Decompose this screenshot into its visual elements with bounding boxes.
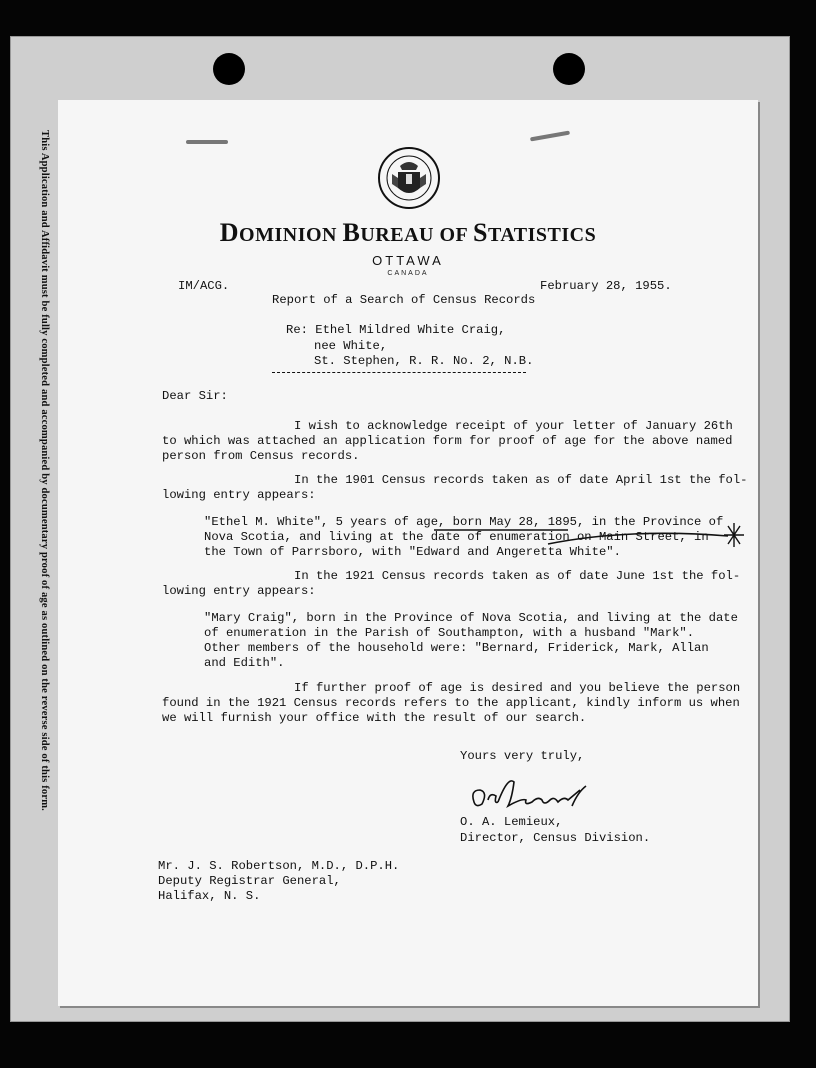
signatory-title: Director, Census Division. <box>460 831 651 845</box>
paragraph-6-line-1: If further proof of age is desired and you believe the person <box>294 681 741 695</box>
paragraph-4-line-1: In the 1921 Census records taken as of date June 1st the fol- <box>294 569 741 583</box>
closing: Yours very truly, <box>460 749 585 763</box>
recipient-line-1: Mr. J. S. Robertson, M.D., D.P.H. <box>158 859 400 873</box>
side-instruction-note <box>30 130 56 850</box>
letter-date: February 28, 1955. <box>540 279 672 293</box>
entry-1921-line-4: and Edith". <box>204 656 285 670</box>
re-underline <box>272 372 526 373</box>
organization-name: DOMINION BUREAU OF STATISTICS <box>219 218 597 247</box>
re-line-1: Re: Ethel Mildred White Craig, <box>286 323 506 337</box>
side-instruction-text: This Application and Affidavit must be fully completed and accompanied by documentary proof of age as outlined on the reverse side of this form. <box>39 130 50 811</box>
salutation: Dear Sir: <box>162 389 228 403</box>
paper-clip-right <box>530 131 570 142</box>
country-name: CANADA <box>387 270 429 277</box>
punch-hole-right <box>553 53 585 85</box>
re-line-2: nee White, <box>314 339 388 353</box>
entry-1901-line-1: "Ethel M. White", 5 years of age, born May 28, 1895, in the Province of <box>204 515 724 529</box>
recipient-line-2: Deputy Registrar General, <box>158 874 341 888</box>
paragraph-2-line-1: In the 1901 Census records taken as of date April 1st the fol- <box>294 473 748 487</box>
department-seal-icon <box>376 144 442 214</box>
reference-code: IM/ACG. <box>178 279 230 293</box>
paragraph-4-line-2: lowing entry appears: <box>162 584 316 598</box>
paragraph-6-line-2: found in the 1921 Census records refers to the applicant, kindly inform us when <box>162 696 740 710</box>
re-line-3: St. Stephen, R. R. No. 2, N.B. <box>314 354 534 368</box>
signatory-name: O. A. Lemieux, <box>460 815 563 829</box>
entry-1921-line-2: of enumeration in the Parish of Southampton, with a husband "Mark". <box>204 626 695 640</box>
recipient-line-3: Halifax, N. S. <box>158 889 261 903</box>
paragraph-1-line-3: person from Census records. <box>162 449 360 463</box>
punch-hole-left <box>213 53 245 85</box>
entry-1901-line-2: Nova Scotia, and living at the date of enumeration on Main Street, in <box>204 530 709 544</box>
entry-1921-line-3: Other members of the household were: "Bernard, Friderick, Mark, Allan <box>204 641 709 655</box>
entry-1901-line-3: the Town of Parrsboro, with "Edward and Angeretta White". <box>204 545 621 559</box>
paper-clip-left <box>186 140 228 144</box>
paragraph-2-line-2: lowing entry appears: <box>162 488 316 502</box>
handwritten-annotation-mark <box>428 518 748 554</box>
paragraph-6-line-3: we will furnish your office with the result of our search. <box>162 711 587 725</box>
letter-subject: Report of a Search of Census Records <box>272 293 536 307</box>
paragraph-1-line-1: I wish to acknowledge receipt of your letter of January 26th <box>294 419 733 433</box>
entry-1921-line-1: "Mary Craig", born in the Province of Nova Scotia, and living at the date <box>204 611 738 625</box>
letter-page <box>58 100 758 1006</box>
paragraph-1-line-2: to which was attached an application form for proof of age for the above named <box>162 434 733 448</box>
city-name: OTTAWA <box>372 253 444 268</box>
